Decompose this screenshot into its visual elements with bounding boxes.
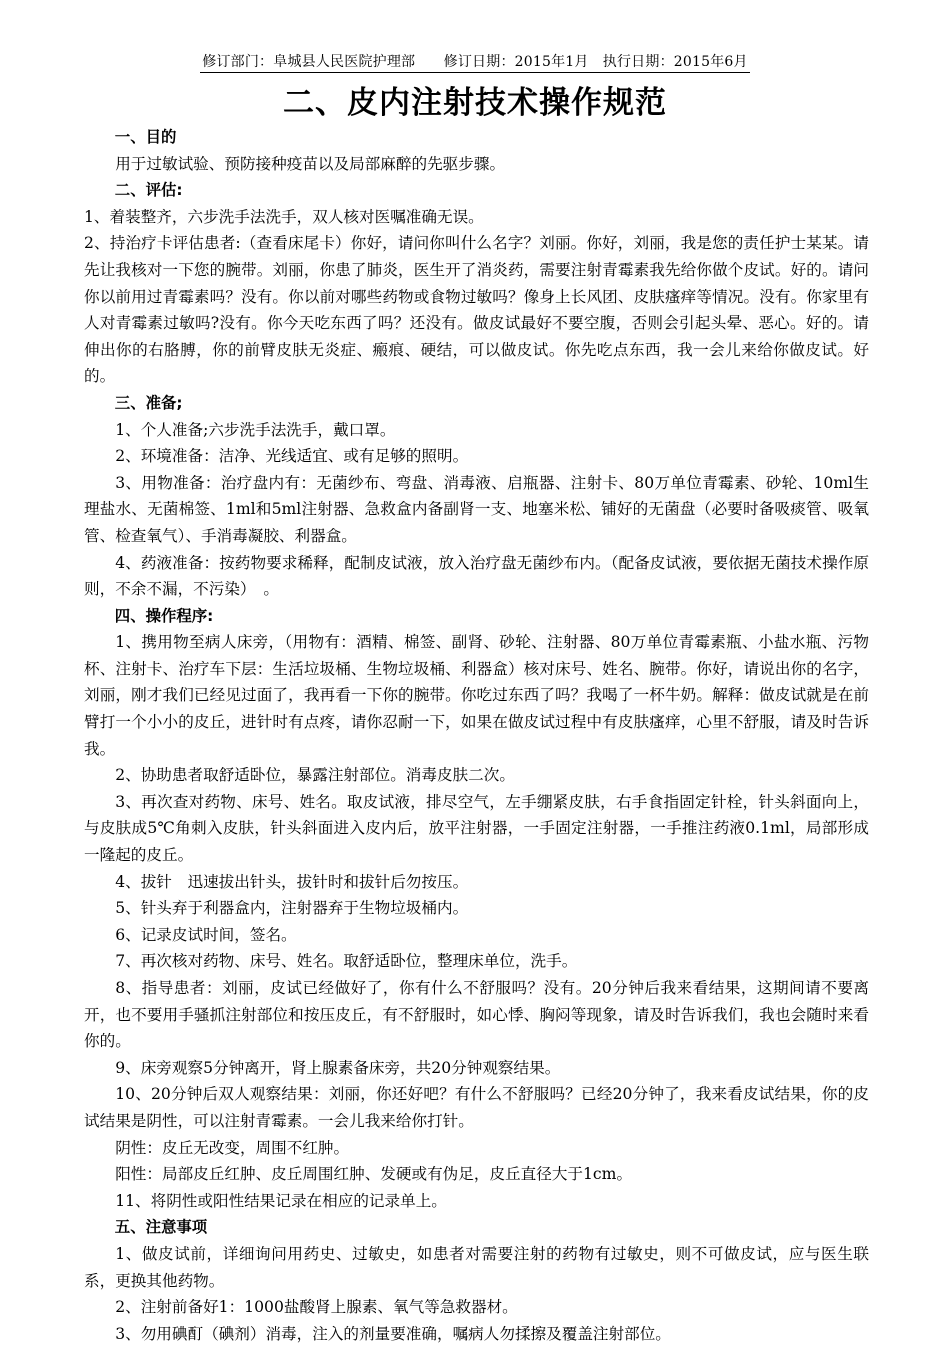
paragraph: 2、持治疗卡评估患者:（查看床尾卡）你好，请问你叫什么名字？刘丽。你好，刘丽，我是您的责任护士某某。请先让我核对一下您的腕带。刘丽，你患了肺炎，医生开了消炎药，需要注射青霉素我先给你做个皮试。好的。请问你以前用过青霉素吗？没有。你以前对哪些药物或食物过敏吗？像身上长风团、皮肤瘙痒等情况。没有。你家里有人对青霉素过敏吗?没有。你今天吃东西了吗？还没有。做皮试最好不要空腹，否则会引起头晕、恶心。好的。请伸出你的右胳膊，你的前臂皮肤无炎症、瘢痕、硬结，可以做皮试。你先吃点东西，我一会儿来给你做皮试。好的。: [84, 234, 869, 386]
paragraph: 1、着装整齐，六步洗手法洗手，双人核对医嘱准确无误。: [84, 207, 484, 226]
paragraph: 4、拔针 迅速拔出针头，拔针时和拔针后勿按压。: [115, 872, 469, 891]
paragraph: 10、20分钟后双人观察结果：刘丽，你还好吧？有什么不舒服吗？已经20分钟了，我来看皮试结果，你的皮试结果是阴性，可以注射青霉素。一会儿我来给你打针。: [84, 1085, 869, 1130]
paragraph: 阳性：局部皮丘红肿、皮丘周围红肿、发硬或有伪足，皮丘直径大于1cm。: [115, 1165, 633, 1184]
paragraph: 4、药液准备：按药物要求稀释，配制皮试液，放入治疗盘无菌纱布内。（配备皮试液，要依据无菌技术操作原则，不余不漏，不污染） 。: [84, 553, 869, 599]
paragraph: 2、环境准备：洁净、光线适宜、或有足够的照明。: [115, 447, 469, 466]
document-body: [84, 124, 869, 1347]
paragraph: 3、再次查对药物、床号、姓名。取皮试液，排尽空气，左手绷紧皮肤，右手食指固定针栓，针头斜面向上，与皮肤成5℃角刺入皮肤，针头斜面进入皮内后，放平注射器，一手固定注射器，一手推注药液0.1ml，局部形成一隆起的皮丘。: [84, 792, 869, 865]
page-title: 二、皮内注射技术操作规范: [283, 85, 667, 121]
paragraph: 2、注射前备好1：1000盐酸肾上腺素、氧气等急救器材。: [115, 1298, 518, 1317]
paragraph: 7、再次核对药物、床号、姓名。取舒适卧位，整理床单位，洗手。: [115, 952, 578, 971]
paragraph: 3、勿用碘酊（碘剂）消毒，注入的剂量要准确，嘱病人勿揉擦及覆盖注射部位。: [115, 1324, 671, 1343]
paragraph: 6、记录皮试时间，签名。: [115, 925, 297, 944]
section-heading-notes: 五、注意事项: [114, 1218, 208, 1237]
paragraph: 用于过敏试验、预防接种疫苗以及局部麻醉的先驱步骤。: [115, 154, 506, 173]
paragraph: 9、床旁观察5分钟离开，肾上腺素备床旁，共20分钟观察结果。: [115, 1058, 561, 1077]
paragraph: 阴性：皮丘无改变，周围不红肿。: [115, 1138, 350, 1157]
paragraph: 2、协助患者取舒适卧位，暴露注射部位。消毒皮肤二次。: [115, 766, 515, 785]
section-heading-procedure: 四、操作程序:: [114, 606, 214, 625]
paragraph: 3、用物准备：治疗盘内有：无菌纱布、弯盘、消毒液、启瓶器、注射卡、80万单位青霉素、砂轮、10ml生理盐水、无菌棉签、1ml和5ml注射器、急救盒内备副肾一支、地塞米松、铺好的无菌盘（必要时备吸痰管、吸氧管、检查氧气）、手消毒凝胶、利器盒。: [84, 473, 869, 545]
paragraph: 8、指导患者：刘丽，皮试已经做好了，你有什么不舒服吗？没有。20分钟后我来看结果，这期间请不要离开，也不要用手骚抓注射部位和按压皮丘，有不舒服时，如心悸、胸闷等现象，请及时告诉我们，我也会随时来看你的。: [84, 979, 869, 1051]
paragraph: 5、针头弃于利器盒内，注射器弃于生物垃圾桶内。: [115, 899, 469, 918]
paragraph: 1、携用物至病人床旁，（用物有：酒精、棉签、副肾、砂轮、注射器、80万单位青霉素瓶、小盐水瓶、污物杯、注射卡、治疗车下层：生活垃圾桶、生物垃圾桶、利器盒）核对床号、姓名、腕带。你好，请说出你的名字，刘丽，刚才我们已经见过面了，我再看一下你的腕带。你吃过东西了吗？我喝了一杯牛奶。解释：做皮试就是在前臂打一个小小的皮丘，进针时有点疼，请你忍耐一下，如果在做皮试过程中有皮肤瘙痒，心里不舒服，请及时告诉我。: [84, 633, 869, 758]
paragraph: 1、做皮试前，详细询问用药史、过敏史，如患者对需要注射的药物有过敏史，则不可做皮试，应与医生联系，更换其他药物。: [84, 1244, 869, 1290]
section-heading-assessment: 二、评估:: [114, 181, 183, 200]
paragraph: 11、将阴性或阳性结果记录在相应的记录单上。: [115, 1191, 447, 1210]
revision-info: 修订部门：阜城县人民医院护理部 修订日期：2015年1月 执行日期：2015年6月: [200, 53, 749, 73]
paragraph: 1、个人准备;六步洗手法洗手，戴口罩。: [115, 420, 396, 439]
section-heading-purpose: 一、目的: [114, 128, 177, 146]
section-heading-preparation: 三、准备;: [114, 393, 183, 412]
document-header: [0, 0, 950, 73]
